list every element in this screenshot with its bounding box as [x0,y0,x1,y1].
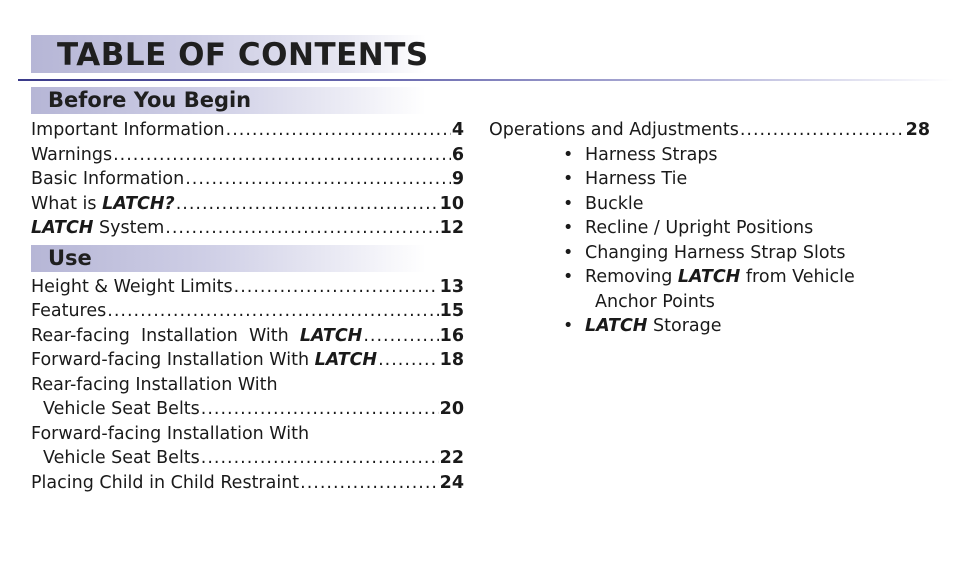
toc-entry-label-line1: Forward-facing Installation With [31,423,310,444]
toc-entry-label: Vehicle Seat Belts [43,448,200,468]
section-title-use: Use [48,246,92,270]
toc-entry-latch-system[interactable] [31,216,464,241]
latch-term: LATCH [31,218,94,238]
title-divider [18,79,954,81]
leader-dots [107,299,438,324]
toc-page-number: 9 [451,169,464,189]
subtopic-harness-tie[interactable]: • Harness Tie [563,167,930,192]
subtopic-buckle[interactable]: • Buckle [563,192,930,217]
toc-page-number: 12 [439,218,464,238]
toc-entry-rear-facing-latch[interactable] [31,324,464,349]
toc-page-number: 15 [439,301,464,321]
latch-term: LATCH [585,316,648,336]
leader-dots [176,192,439,217]
subtopic-removing-latch[interactable]: • Removing LATCH from Vehicle Anchor Points [563,265,930,314]
toc-entry-what-is-latch[interactable] [31,192,464,217]
latch-term: LATCH [314,350,378,370]
toc-entry-label: Forward-facing Installation With LATCH [31,350,378,370]
toc-entry-label: Operations and Adjustments [489,120,739,140]
leader-dots [201,446,439,471]
leader-dots [363,324,438,349]
toc-entry-label: Features [31,301,107,321]
toc-entry-important-information[interactable] [31,118,464,143]
toc-entry-placing-child[interactable] [31,471,464,496]
toc-page-number: 16 [439,325,464,346]
leader-dots [740,118,905,143]
toc-entry-label: Basic Information [31,169,185,189]
toc-entry-label: Height & Weight Limits [31,276,233,297]
toc-page-number: 24 [439,472,464,493]
toc-entry-height-weight-limits[interactable] [31,275,464,300]
toc-entry-label: Placing Child in Child Restraint [31,472,300,493]
latch-term: LATCH [299,325,363,346]
leader-dots [378,348,439,373]
toc-entry-label: Vehicle Seat Belts [43,399,200,419]
leader-dots [201,397,439,422]
toc-page-number: 22 [439,448,464,468]
subtopic-latch-storage[interactable]: • LATCH Storage [563,314,930,339]
toc-page-number: 4 [451,120,464,140]
toc-page-number: 10 [439,193,464,214]
leader-dots [185,167,451,192]
leader-dots [165,216,438,241]
toc-entry-label: Important Information [31,120,225,140]
latch-term: LATCH [677,267,741,287]
subtopic-changing-harness-slots[interactable]: • Changing Harness Strap Slots [563,241,930,266]
toc-left-column [31,118,464,495]
toc-entry-features[interactable] [31,299,464,324]
subtopic-continuation: Anchor Points [595,291,715,312]
toc-page-number: 28 [905,120,930,140]
toc-page-number: 6 [451,144,464,165]
toc-page-number: 18 [439,350,464,370]
subtopic-recline-upright[interactable]: • Recline / Upright Positions [563,216,930,241]
toc-entry-label: LATCH System [31,218,165,238]
toc-page-number: 13 [439,276,464,297]
toc-entry-label: What is LATCH? [31,193,175,214]
latch-term: LATCH? [102,193,175,214]
toc-entry-label-line1: Rear-facing Installation With [31,374,278,395]
toc-entry-warnings[interactable] [31,143,464,168]
page-title: TABLE OF CONTENTS [57,37,429,73]
section-title-before-you-begin: Before You Begin [48,88,252,112]
toc-entry-forward-facing-seat-belts[interactable] [31,422,464,471]
toc-entry-basic-information[interactable] [31,167,464,192]
toc-page-number: 20 [439,399,464,419]
toc-right-column [489,118,930,339]
toc-entry-label: Warnings [31,144,113,165]
leader-dots [234,275,439,300]
toc-entry-rear-facing-seat-belts[interactable] [31,373,464,422]
subtopic-harness-straps[interactable]: • Harness Straps [563,143,930,168]
leader-dots [226,118,451,143]
toc-entry-forward-facing-latch[interactable] [31,348,464,373]
toc-entry-label: Rear-facing Installation With LATCH [31,325,363,346]
toc-entry-operations-adjustments[interactable] [489,118,930,143]
leader-dots [300,471,438,496]
leader-dots [113,143,451,168]
operations-subtopics [489,143,930,339]
